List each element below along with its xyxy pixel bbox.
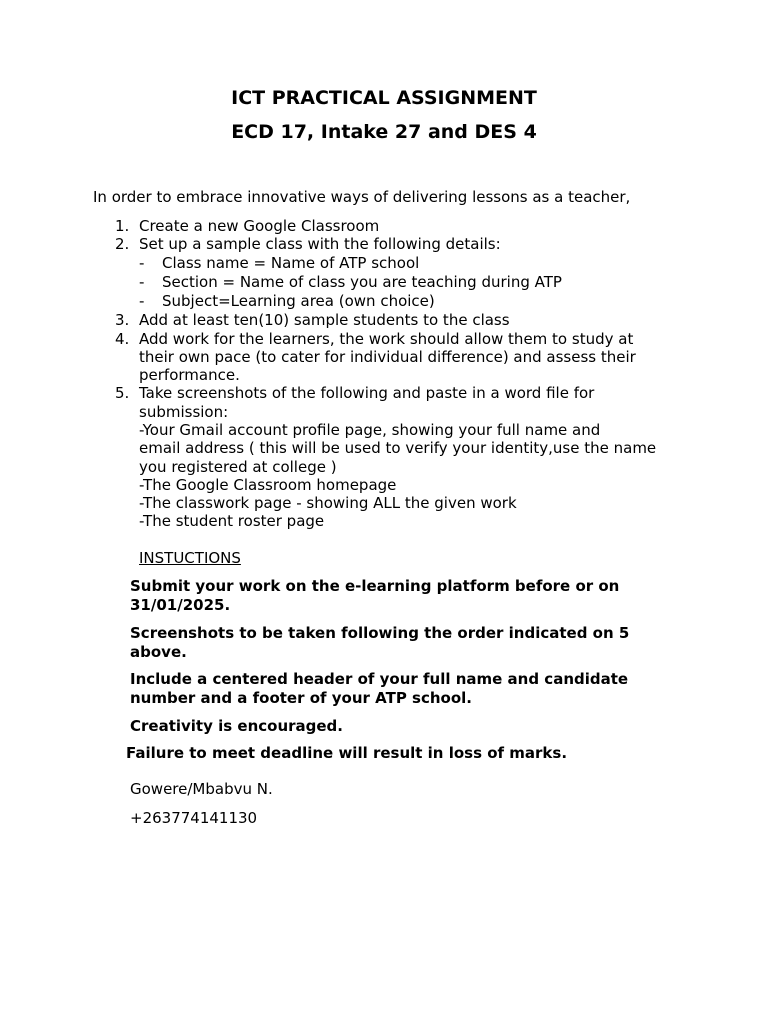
screenshot-line: email address ( this will be used to verify your identity,use the name — [139, 439, 657, 458]
instruction-line: Include a centered header of your full name and candidate — [130, 670, 629, 688]
list-number: 5. — [115, 384, 130, 403]
instruction-line: Screenshots to be taken following the order indicated on 5 — [130, 624, 630, 642]
instruction-header-footer — [130, 670, 690, 707]
list-number: 4. — [115, 329, 130, 348]
list-item — [93, 330, 693, 385]
screenshot-line: -Your Gmail account profile page, showing your full name and — [139, 420, 601, 439]
sub-list-text: Class name = Name of ATP school — [162, 253, 420, 272]
document-subtitle: ECD 17, Intake 27 and DES 4 — [231, 121, 537, 143]
list-number: 3. — [115, 311, 130, 330]
sub-list-dash: - — [139, 253, 145, 272]
screenshot-line: -The student roster page — [139, 512, 325, 531]
list-item-text: Add work for the learners, the work should allow them to study at — [139, 329, 634, 348]
sub-list-item — [93, 292, 693, 311]
list-number: 1. — [115, 217, 130, 235]
sub-list-text: Subject=Learning area (own choice) — [162, 292, 435, 310]
screenshot-line: -The classwork page - showing ALL the given work — [139, 494, 517, 513]
author-name: Gowere/Mbabvu N. — [130, 780, 273, 798]
sub-list-dash: - — [139, 272, 145, 291]
sub-list-dash: - — [139, 292, 145, 310]
screenshot-line: -The Google Classroom homepage — [139, 475, 397, 494]
sub-list-item — [93, 254, 693, 273]
sub-list-text: Section = Name of class you are teaching during ATP — [162, 272, 562, 291]
list-number: 2. — [115, 235, 130, 254]
instruction-deadline: Failure to meet deadline will result in loss of marks. — [126, 744, 568, 762]
list-item-text: Create a new Google Classroom — [139, 217, 380, 235]
list-item-text: Take screenshots of the following and paste in a word file for — [139, 384, 595, 403]
task-list — [93, 217, 693, 531]
instruction-creativity: Creativity is encouraged. — [130, 717, 343, 735]
instruction-line: above. — [130, 642, 187, 661]
sub-list-item — [93, 273, 693, 292]
screenshot-line: you registered at college ) — [139, 457, 337, 476]
instruction-submit — [130, 577, 690, 614]
list-item — [93, 235, 693, 253]
instruction-line: number and a footer of your ATP school. — [130, 688, 472, 707]
instruction-line: 31/01/2025. — [130, 595, 231, 614]
list-item — [93, 311, 693, 329]
list-item — [93, 217, 693, 235]
list-item — [93, 384, 693, 421]
list-item-text: Add at least ten(10) sample students to the class — [139, 311, 510, 330]
author-phone: +263774141130 — [130, 809, 258, 827]
instruction-screenshots — [130, 624, 690, 661]
list-item-text: submission: — [139, 402, 229, 421]
instructions-heading: INSTUCTIONS — [139, 549, 241, 567]
instruction-line: Submit your work on the e-learning platform before or on — [130, 577, 620, 595]
list-item-text: their own pace (to cater for individual difference) and assess their — [139, 347, 636, 366]
document-title: ICT PRACTICAL ASSIGNMENT — [231, 87, 537, 109]
list-item-text: performance. — [139, 366, 240, 385]
list-item-text: Set up a sample class with the following details: — [139, 235, 501, 254]
intro-text: In order to embrace innovative ways of delivering lessons as a teacher, — [93, 188, 631, 206]
